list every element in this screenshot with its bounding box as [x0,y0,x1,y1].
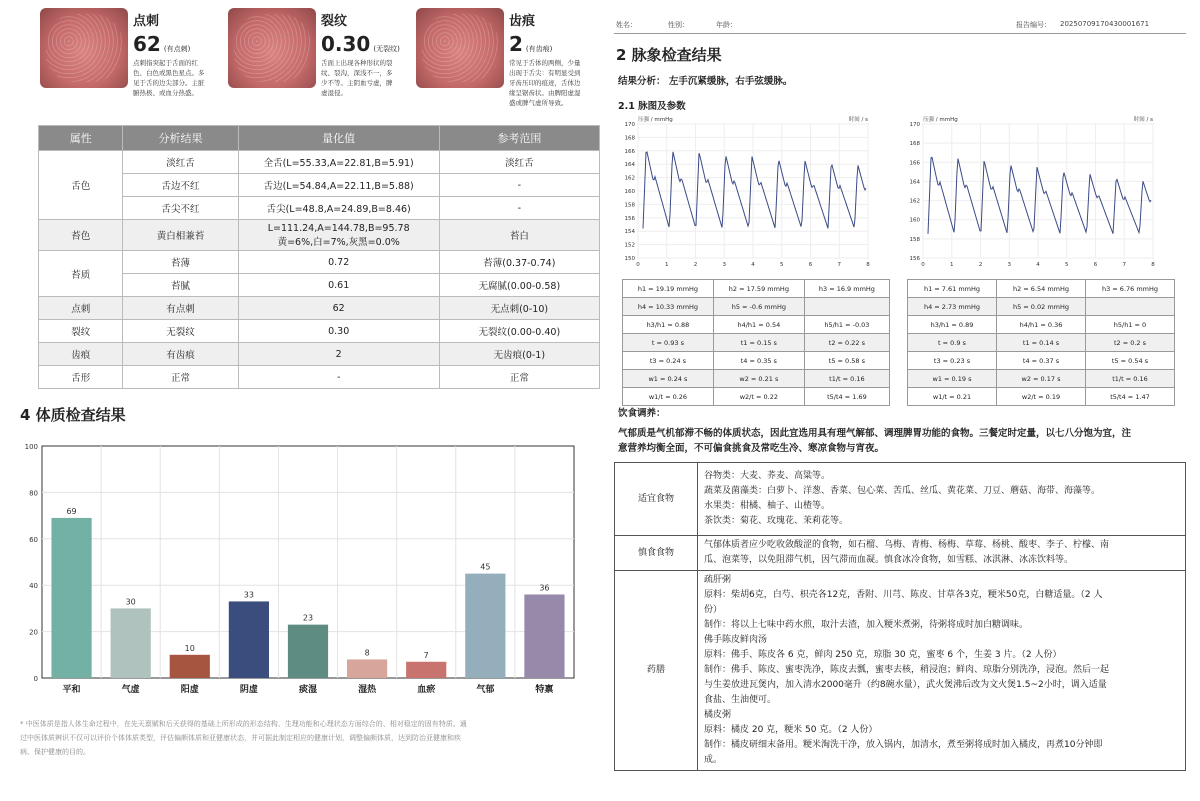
intro-line: 气郁质是气机郁滞不畅的体质状态，因此宜选用具有理气解郁、调理脾胃功能的食物。三餐定时定量，以七八分饱为宜，注 [618,428,1132,439]
analysis-text: 左手沉紧缓脉，右手弦缓脉。 [668,76,793,87]
bar [465,574,505,678]
param-cell: w2 = 0.21 s [713,370,804,388]
value-cell: 全舌(L=55.33,A=22.81,B=5.91) [238,151,439,174]
x-tick-label: 8 [866,262,870,268]
ref-cell: 苔白 [439,220,599,251]
category-label: 特禀 [535,685,554,695]
result-cell: 有齿痕 [123,343,238,366]
param-cell: w1/t = 0.26 [623,388,714,406]
value-cell: 2 [238,343,439,366]
tongue-card-description [321,58,393,98]
description-line: 少不等。主阴血亏虚，脾 [321,79,393,87]
left-pulse-params-table [622,279,890,406]
param-cell: h3/h1 = 0.89 [908,316,997,334]
description-line: 色、白色或黑色星点。多 [133,69,205,77]
value-line: L=111.24,A=144.78,B=95.78 [267,222,410,234]
description-line: 舌面上出现各种形状的裂 [321,59,393,67]
category-label: 湿热 [358,685,377,695]
diet-line: 气郁体质者应少吃收敛酸涩的食物，如石榴、乌梅、青梅、杨梅、草莓、杨桃、酸枣、李子、柠檬、南 [704,540,1110,550]
constitution-heading: 4 体质检查结果 [20,406,126,424]
category-label: 平和 [62,685,81,695]
table-row [39,297,600,320]
bar [111,608,151,678]
param-cell: h3/h1 = 0.88 [623,316,714,334]
x-axis-title: 时间 / s [1133,117,1153,123]
diet-line: 水果类：柑橘、柚子、山楂等。 [704,501,831,511]
param-cell: t5 = 0.54 s [1086,352,1175,370]
param-cell: w1/t = 0.21 [908,388,997,406]
diet-content [698,571,1186,771]
y-tick-label: 170 [909,122,920,128]
x-tick-label: 0 [636,262,640,268]
intro-line: 意营养均衡全面，不可偏食挑食及常吃生冷、寒凉食物与宵夜。 [618,443,885,454]
y-tick-label: 168 [624,135,635,142]
y-tick-label: 164 [624,162,635,169]
y-tick-label: 0 [33,675,38,683]
params-row [623,298,890,316]
params-row [908,334,1175,352]
diet-line: 蔬菜及菌藻类：白萝卜、洋葱、香菜、包心菜、苦瓜、丝瓜、黄花菜、刀豆、蘑菇、海带、海藻等。 [704,486,1101,496]
y-tick-label: 160 [624,189,635,195]
right-pulse-chart [905,112,1167,272]
params-row [623,388,890,406]
table-header: 量化值 [238,126,439,151]
diet-line: 份） [704,605,723,615]
ref-cell: 无点刺(0-10) [439,297,599,320]
left-pulse-chart [620,112,882,272]
table-row [39,151,600,174]
pulse-waveform [643,152,866,229]
x-tick-label: 7 [837,262,841,268]
diet-row [615,571,1186,771]
constitution-footnote [20,717,590,759]
y-tick-label: 156 [624,215,635,222]
y-tick-label: 158 [624,202,635,209]
param-cell: t5 = 0.58 s [804,352,889,370]
value-cell: 0.72 [238,251,439,274]
param-cell: h1 = 19.19 mmHg [623,280,714,298]
param-cell: h1 = 7.61 mmHg [908,280,997,298]
y-tick-label: 40 [29,582,38,591]
value-cell: 舌尖(L=48.8,A=24.89,B=8.46) [238,197,439,220]
attr-cell: 齿痕 [39,343,123,366]
y-tick-label: 154 [624,229,635,236]
result-cell: 有点刺 [123,297,238,320]
table-row [39,220,600,251]
value-cell: 0.30 [238,320,439,343]
footnote-line: 病、保护健康的目的。 [20,748,90,756]
tongue-card-value [321,32,400,56]
tongue-card-value [133,32,190,56]
ref-cell: - [439,197,599,220]
params-row [908,280,1175,298]
y-tick-label: 152 [624,242,635,249]
ref-cell: 苔薄(0.37-0.74) [439,251,599,274]
y-tick-label: 164 [909,179,920,186]
param-cell: t1 = 0.15 s [713,334,804,352]
diet-line: 与生姜放进瓦煲内，加入清水2000毫升（约8碗水量），武火煲沸后改为文火煲1.5~2小时，调入适量 [704,680,1107,690]
tongue-card-unit: (有点刺) [163,45,191,53]
diet-line: 制作：佛手、陈皮、蜜枣洗净，陈皮去瓢，蜜枣去核，稍浸泡；鲜肉、琼脂分别洗净，浸泡。然后一起 [704,665,1110,675]
value-cell [238,220,439,251]
param-cell: w1 = 0.19 s [908,370,997,388]
report-number: 20250709170430001671 [1060,20,1150,28]
x-tick-label: 3 [1007,262,1011,268]
category-label: 气虚 [121,685,140,695]
bar [524,594,564,678]
param-cell: t1/t = 0.16 [1086,370,1175,388]
category-label: 阴虚 [239,685,258,695]
result-cell: 黄白相兼苔 [123,220,238,251]
bar-value-label: 33 [243,590,254,600]
diet-line: 原料：柴胡6克，白芍、枳壳各12克，香附、川芎、陈皮、甘草各3克，粳米50克，白糖适量。（2 人 [704,590,1103,600]
ref-cell: - [439,174,599,197]
bar-value-label: 45 [480,562,491,572]
pulse-subheading: 2.1 脉图及参数 [618,101,686,112]
value-cell: - [238,366,439,389]
description-line: 缘呈锯齿状。由脾阳虚湿 [509,89,581,97]
tongue-photo [40,8,128,88]
category-label: 血瘀 [417,685,436,695]
diet-line: 瓜、泡菜等，以免阻滞气机，因气滞而血凝。慎食冰冷食物，如雪糕、冰淇淋、冰冻饮料等。 [704,555,1074,565]
table-row [39,366,600,389]
diet-line: 原料：橘皮 20 克，粳米 50 克。（2 人份） [704,725,878,735]
y-tick-label: 166 [624,148,635,155]
pulse-heading: 2 脉象检查结果 [616,46,722,64]
value-cell: 62 [238,297,439,320]
table-row [39,197,600,220]
param-cell: w2/t = 0.19 [997,388,1086,406]
diet-line: 疏肝粥 [704,575,732,585]
tongue-photo [416,8,504,88]
x-tick-label: 2 [693,262,698,268]
x-tick-label: 2 [978,262,983,268]
param-cell: h5/h1 = -0.03 [804,316,889,334]
report-number-label: 报告编号： [1016,21,1051,29]
y-tick-label: 166 [909,160,920,167]
bar [288,625,328,678]
table-header: 参考范围 [439,126,599,151]
y-tick-label: 168 [909,141,920,148]
attr-cell: 裂纹 [39,320,123,343]
x-tick-label: 8 [1151,262,1155,268]
params-row [908,298,1175,316]
diet-content [698,536,1186,571]
x-tick-label: 0 [921,262,925,268]
y-axis-title: 压强 / mmHg [923,117,958,123]
diet-line: 佛手陈皮鲜肉汤 [704,635,768,645]
param-cell: h4 = 10.33 mmHg [623,298,714,316]
bar-value-label: 69 [66,506,77,516]
bar-value-label: 36 [539,583,550,593]
diet-category: 慎食食物 [615,536,698,571]
footnote-line: 过中医体质辨识不仅可以评价个体体质类型，评估偏颇体质和亚健康状态，并可据此制定相应的健康计划，调整偏颇体质，达到防治亚健康和疾 [20,734,461,742]
attr-cell: 苔色 [39,220,123,251]
tongue-card-unit: (有齿痕) [525,45,553,53]
age-label: 年龄： [716,21,737,29]
description-line: 出现于舌尖：有明显受到 [509,69,581,77]
params-row [623,334,890,352]
result-cell: 苔腻 [123,274,238,297]
diet-line: 制作：橘皮研细末备用。粳米淘洗干净，放入锅内，加清水，煮至粥将成时加入橘皮，再煮10分钟即 [704,740,1103,750]
param-cell: t2 = 0.2 s [1086,334,1175,352]
x-tick-label: 6 [808,262,813,268]
diet-row [615,536,1186,571]
diet-line: 成。 [704,755,723,765]
result-cell: 舌边不红 [123,174,238,197]
ref-cell: 正常 [439,366,599,389]
diet-line: 谷物类：大麦、荞麦、高粱等。 [704,471,831,481]
tongue-card-description [509,58,581,108]
bar [229,601,269,678]
ref-cell: 无齿痕(0-1) [439,343,599,366]
tongue-card-number: 2 [509,32,523,56]
params-row [908,316,1175,334]
params-row [623,280,890,298]
result-cell: 正常 [123,366,238,389]
y-tick-label: 20 [29,628,38,637]
gender-label: 性别： [668,21,689,29]
param-cell: h2 = 6.54 mmHg [997,280,1086,298]
x-tick-label: 7 [1122,262,1126,268]
tongue-card-number: 0.30 [321,32,371,56]
bar [170,655,210,678]
x-tick-label: 5 [1065,262,1069,268]
param-cell: t = 0.93 s [623,334,714,352]
tongue-photo [228,8,316,88]
result-cell: 苔薄 [123,251,238,274]
param-cell: w1 = 0.24 s [623,370,714,388]
footnote-line: * 中医体质是指人体生命过程中，在先天禀赋和后天获得的基础上所形成的形态结构、生理功能和心理状态方面综合的、相对稳定的固有特质。通 [20,720,467,728]
x-tick-label: 3 [722,262,726,268]
y-tick-label: 100 [24,443,38,451]
param-cell: t2 = 0.22 s [804,334,889,352]
y-tick-label: 150 [624,256,635,262]
params-row [908,370,1175,388]
table-header: 属性 [39,126,123,151]
value-cell: 舌边(L=54.84,A=22.11,B=5.88) [238,174,439,197]
param-cell: t5/t4 = 1.69 [804,388,889,406]
analysis-label: 结果分析： [618,76,666,87]
params-row [623,352,890,370]
diet-intro [618,426,1190,456]
bar-value-label: 8 [364,648,370,658]
result-cell: 淡红舌 [123,151,238,174]
param-cell: t3 = 0.24 s [623,352,714,370]
table-row [39,174,600,197]
param-cell: h2 = 17.59 mmHg [713,280,804,298]
constitution-bar-chart [18,440,580,698]
param-cell: h4/h1 = 0.54 [713,316,804,334]
y-tick-label: 160 [909,217,920,224]
x-tick-label: 4 [751,262,755,268]
param-cell: t4 = 0.37 s [997,352,1086,370]
description-line: 腑热极、或血分热盛。 [133,89,198,97]
bar-value-label: 30 [125,597,136,607]
x-tick-label: 4 [1036,262,1040,268]
diet-heading: 饮食调养： [618,408,666,419]
y-tick-label: 158 [909,236,920,243]
diet-category: 药膳 [615,571,698,771]
param-cell: t4 = 0.35 s [713,352,804,370]
attr-cell: 苔质 [39,251,123,297]
ref-cell: 淡红舌 [439,151,599,174]
category-label: 痰湿 [298,685,318,695]
table-row [39,343,600,366]
bar-value-label: 10 [184,643,195,653]
description-line: 盛或脾气虚所导致。 [509,99,568,107]
params-row [908,388,1175,406]
y-tick-label: 60 [29,535,38,544]
param-cell: h5 = 0.02 mmHg [997,298,1086,316]
value-line: 黄=6%,白=7%,灰黑=0.0% [277,236,400,248]
diet-category: 适宜食物 [615,463,698,536]
diet-line: 食盐、生油便可。 [704,695,777,705]
x-tick-label: 6 [1093,262,1098,268]
param-cell: h4 = 2.73 mmHg [908,298,997,316]
tongue-card-value [509,32,552,56]
category-label: 阳虚 [180,685,199,695]
diet-row [615,463,1186,536]
diet-line: 橘皮粥 [704,710,732,720]
header-divider [614,33,1186,34]
diet-line: 制作：将以上七味中药水煎，取汁去渣，加入粳米煮粥，待粥将成时加白糖调味。 [704,620,1029,630]
description-line: 纹、裂沟，深浅不一，多 [321,69,393,77]
bar-value-label: 23 [302,613,314,623]
description-line: 点刺指突起于舌面的红 [133,59,198,67]
diet-line: 原料：佛手、陈皮各 6 克，鲜肉 250 克，琼脂 30 克，蜜枣 6 个，生姜 3 片。（2 人份） [704,650,1062,660]
y-tick-label: 80 [29,489,38,498]
x-tick-label: 1 [665,262,669,268]
y-tick-label: 170 [624,122,635,128]
bar [406,662,446,678]
pulse-analysis [618,73,792,87]
param-cell: h3 = 16.9 mmHg [804,280,889,298]
x-tick-label: 5 [780,262,784,268]
x-axis-title: 时间 / s [848,117,868,123]
name-label: 姓名： [616,21,637,29]
param-cell: t3 = 0.23 s [908,352,997,370]
table-header: 分析结果 [123,126,238,151]
diet-content [698,463,1186,536]
result-cell: 无裂纹 [123,320,238,343]
tongue-card-description [133,58,205,98]
tongue-card-number: 62 [133,32,161,56]
table-row [39,320,600,343]
tongue-analysis-table [38,125,600,389]
bar [51,518,91,678]
category-label: 气郁 [476,685,495,695]
description-line: 虚湿侵。 [321,89,347,97]
params-row [623,370,890,388]
param-cell [1086,298,1175,316]
tongue-card-title: 裂纹 [321,14,348,29]
right-pulse-params-table [907,279,1175,406]
y-tick-label: 162 [909,198,920,205]
param-cell: w2 = 0.17 s [997,370,1086,388]
param-cell: t5/t4 = 1.47 [1086,388,1175,406]
bar-value-label: 7 [423,650,429,660]
y-axis-title: 压强 / mmHg [638,117,673,123]
y-tick-label: 156 [909,256,920,262]
attr-cell: 点刺 [39,297,123,320]
param-cell: t1 = 0.14 s [997,334,1086,352]
attr-cell: 舌色 [39,151,123,220]
param-cell [804,298,889,316]
pulse-waveform [928,157,1151,234]
diet-line: 茶饮类：菊花、玫瑰花、茉莉花等。 [704,516,849,526]
description-line: 常见于舌体的两侧，少量 [509,59,581,67]
table-row [39,274,600,297]
description-line: 牙齿压印的痕迹，舌体边 [509,79,581,87]
tongue-card-title: 齿痕 [509,14,536,29]
param-cell: t1/t = 0.16 [804,370,889,388]
param-cell: h5/h1 = 0 [1086,316,1175,334]
description-line: 见于舌的边尖部分。主脏 [133,79,205,87]
params-row [623,316,890,334]
bar [347,659,387,678]
x-tick-label: 1 [950,262,954,268]
ref-cell: 无腐腻(0.00-0.58) [439,274,599,297]
table-row [39,251,600,274]
param-cell: h4/h1 = 0.36 [997,316,1086,334]
result-cell: 舌尖不红 [123,197,238,220]
tongue-card-title: 点刺 [133,14,160,29]
param-cell: w2/t = 0.22 [713,388,804,406]
attr-cell: 舌形 [39,366,123,389]
params-row [908,352,1175,370]
y-tick-label: 162 [624,175,635,182]
param-cell: h5 = -0.6 mmHg [713,298,804,316]
param-cell: t = 0.9 s [908,334,997,352]
diet-table [614,462,1186,771]
value-cell: 0.61 [238,274,439,297]
ref-cell: 无裂纹(0.00-0.40) [439,320,599,343]
param-cell: h3 = 6.76 mmHg [1086,280,1175,298]
tongue-card-unit: (无裂纹) [373,45,400,53]
